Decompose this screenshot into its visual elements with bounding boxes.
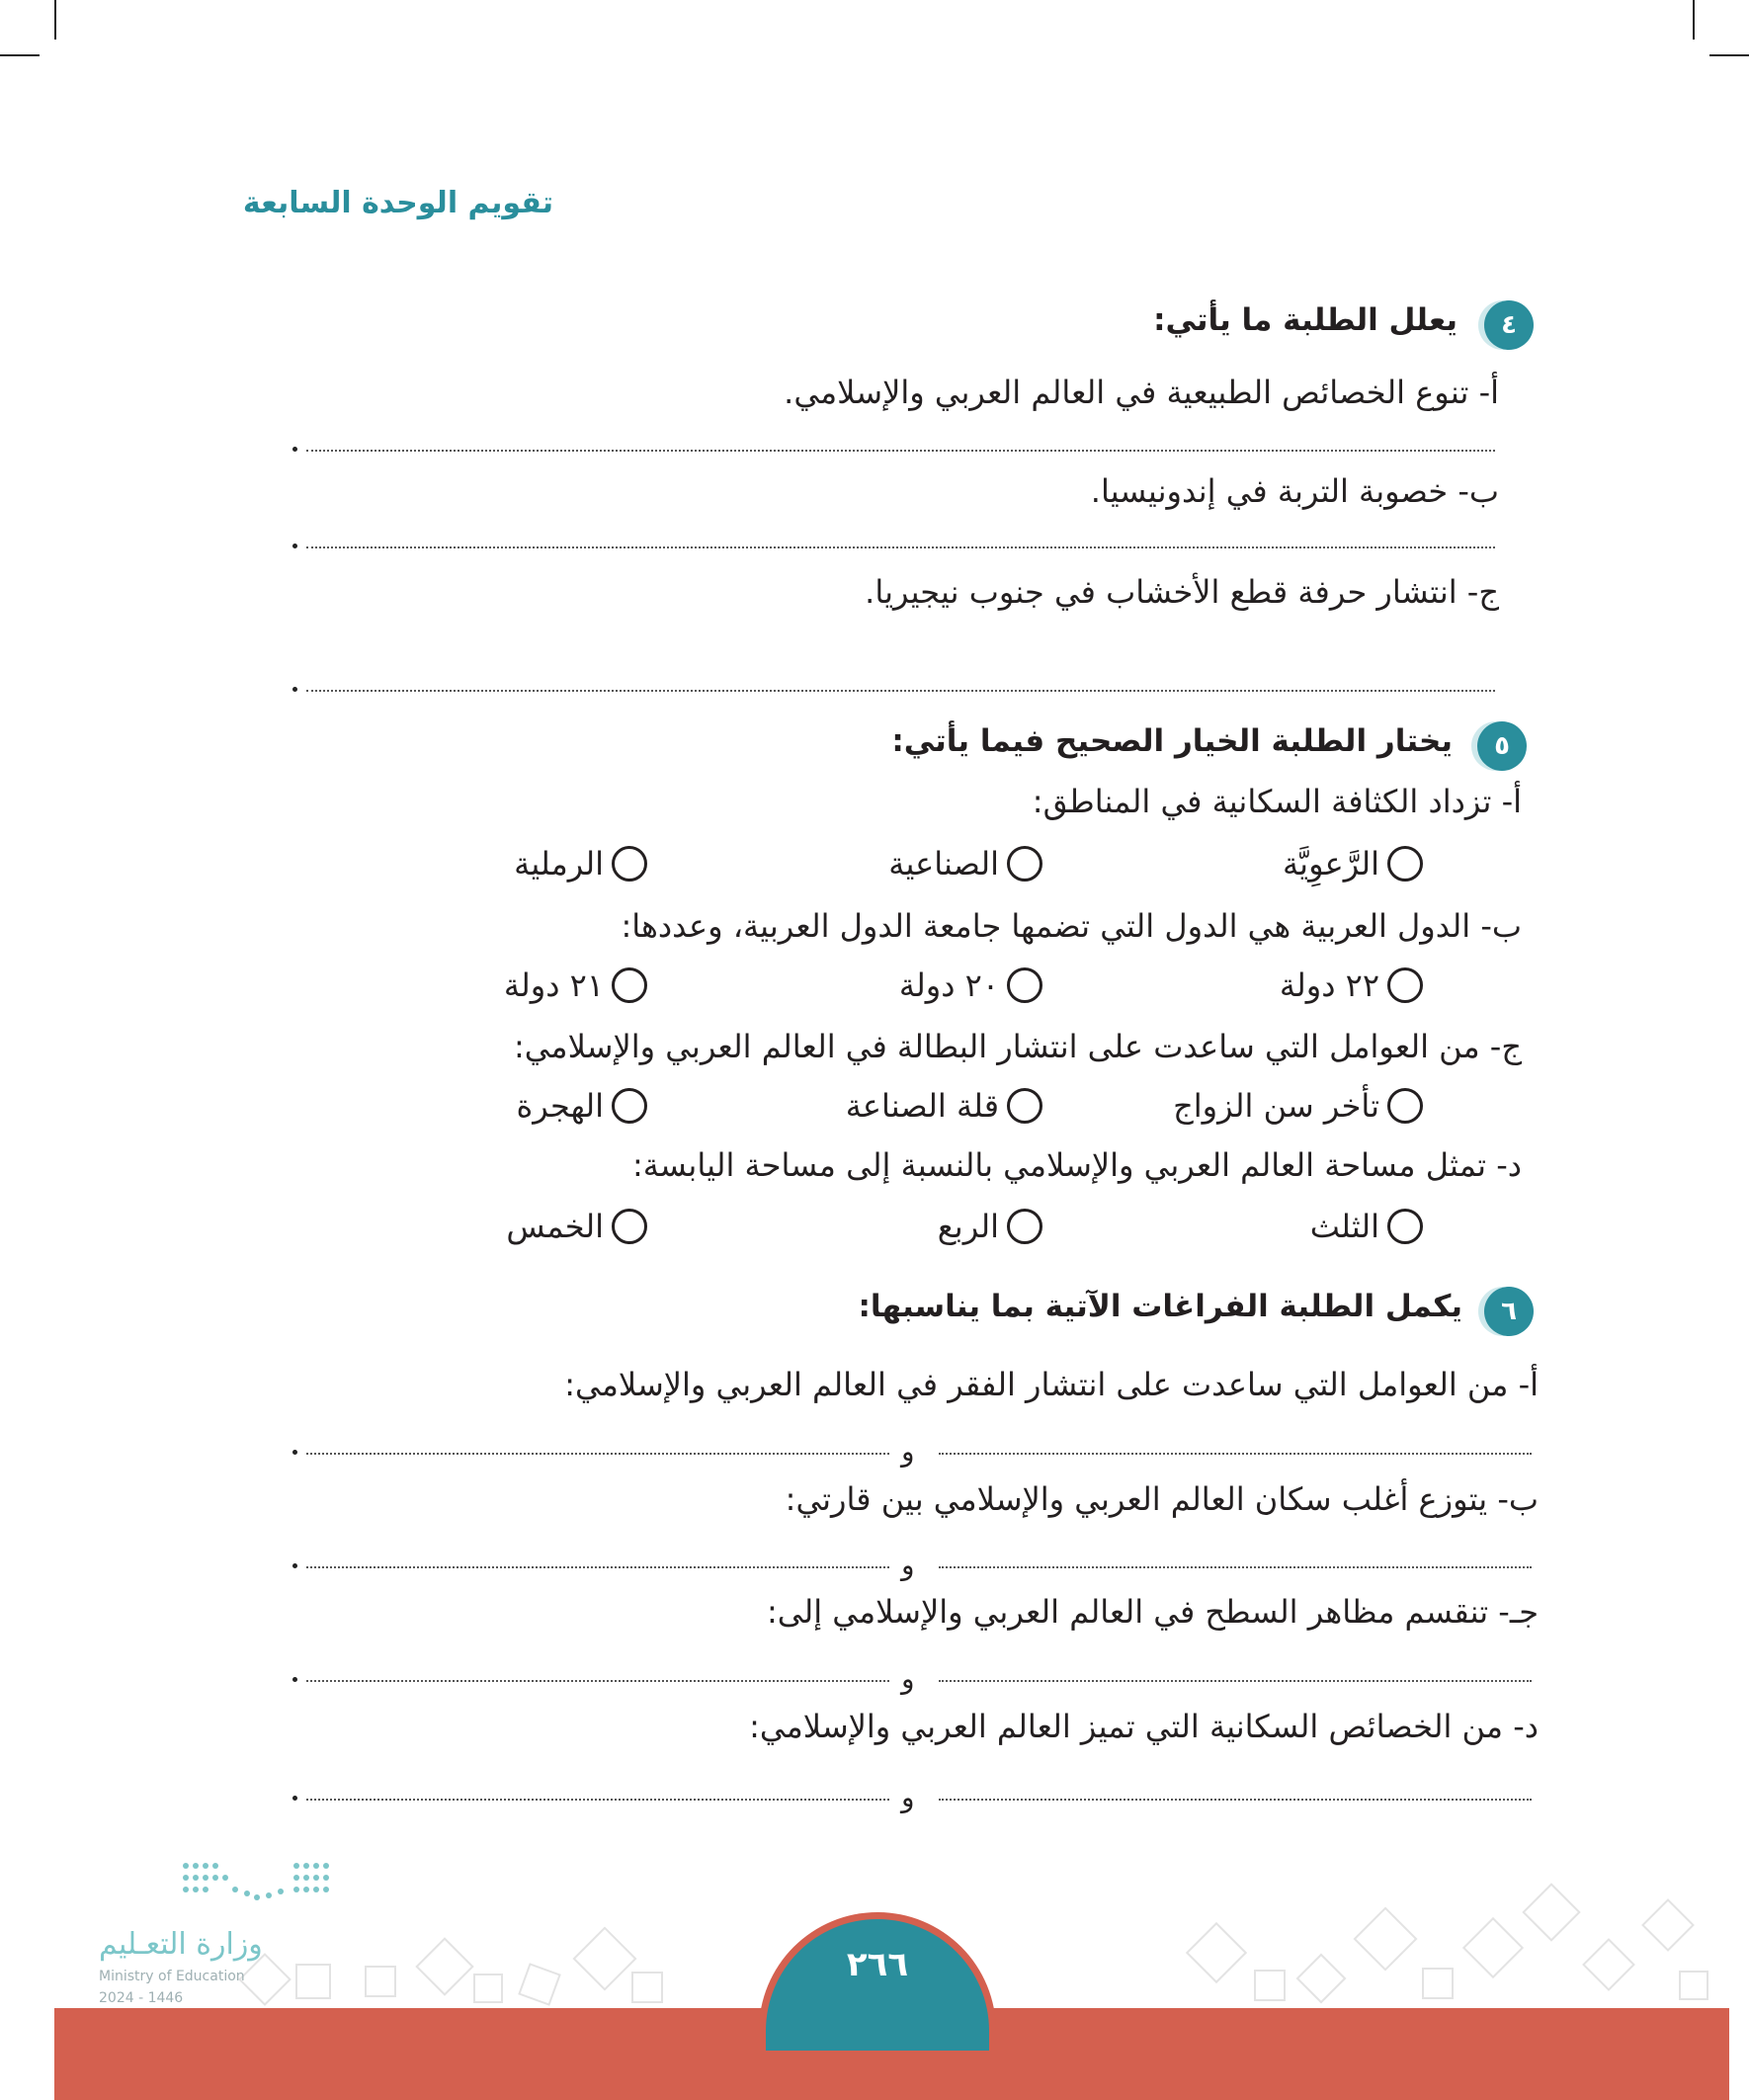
option-label: الصناعية xyxy=(888,845,999,882)
option-label: قلة الصناعة xyxy=(845,1087,999,1125)
crop-mark xyxy=(1693,0,1695,40)
question-5-item-a-stem: أ- تزداد الكثافة السكانية في المناطق: xyxy=(1032,783,1522,820)
radio-circle[interactable] xyxy=(1387,1088,1423,1124)
question-4-title: يعلل الطلبة ما يأتي: xyxy=(1153,302,1458,338)
answer-line-left[interactable] xyxy=(306,1680,889,1682)
question-4-item-c: ج- انتشار حرفة قطع الأخشاب في جنوب نيجيريا. xyxy=(865,573,1499,611)
option-label: الهجرة xyxy=(516,1087,604,1125)
question-4-number: ٤ xyxy=(1484,300,1534,350)
question-5-item-c-stem: ج- من العوامل التي ساعدت على انتشار البطالة في العالم العربي والإسلامي: xyxy=(513,1028,1522,1065)
question-4-item-a: أ- تنوع الخصائص الطبيعية في العالم العربي والإسلامي. xyxy=(784,374,1499,411)
ministry-logo-dots xyxy=(178,1858,356,1907)
radio-circle[interactable] xyxy=(1387,846,1423,882)
question-6-title: يكمل الطلبة الفراغات الآتية بما يناسبها: xyxy=(858,1289,1462,1324)
option-radio[interactable] xyxy=(517,1087,647,1125)
connector-waw: و xyxy=(901,1662,915,1695)
end-dot xyxy=(292,1677,297,1682)
answer-line-left[interactable] xyxy=(306,1799,889,1801)
answer-line-left[interactable] xyxy=(306,1566,889,1568)
radio-circle[interactable] xyxy=(1007,1088,1042,1124)
option-label: الثلث xyxy=(1309,1208,1379,1245)
option-label: الرملية xyxy=(514,845,604,882)
radio-circle[interactable] xyxy=(1387,967,1423,1003)
option-radio[interactable] xyxy=(506,1208,647,1245)
question-6-item-d: د- من الخصائص السكانية التي تميز العالم العربي والإسلامي: xyxy=(749,1708,1539,1745)
answer-line[interactable] xyxy=(306,690,1495,692)
radio-circle[interactable] xyxy=(612,846,647,882)
option-label: تأخر سن الزواج xyxy=(1173,1087,1379,1125)
option-radio[interactable] xyxy=(1310,1208,1423,1245)
end-dot xyxy=(292,687,297,692)
ministry-logo-year: 2024 - 1446 xyxy=(99,1990,184,2006)
option-radio[interactable] xyxy=(504,966,647,1004)
option-radio[interactable] xyxy=(1173,1087,1423,1125)
option-label: ٢٢ دولة xyxy=(1279,966,1379,1004)
end-dot xyxy=(292,447,297,452)
answer-line-right[interactable] xyxy=(939,1453,1532,1455)
option-label: الربع xyxy=(937,1208,999,1245)
option-radio[interactable] xyxy=(888,845,1042,882)
answer-line-left[interactable] xyxy=(306,1453,889,1455)
option-radio[interactable] xyxy=(514,845,647,882)
radio-circle[interactable] xyxy=(1387,1209,1423,1244)
question-5-title: يختار الطلبة الخيار الصحيح فيما يأتي: xyxy=(891,723,1453,759)
end-dot xyxy=(292,1450,297,1455)
connector-waw: و xyxy=(901,1549,915,1581)
question-6-item-a: أ- من العوامل التي ساعدت على انتشار الفقر في العالم العربي والإسلامي: xyxy=(564,1366,1539,1403)
connector-waw: و xyxy=(901,1781,915,1813)
page-number: ٢٦٦ xyxy=(846,1945,909,1984)
option-radio[interactable] xyxy=(899,966,1042,1004)
question-6-item-c: جـ- تنقسم مظاهر السطح في العالم العربي والإسلامي إلى: xyxy=(767,1593,1539,1631)
option-radio[interactable] xyxy=(938,1208,1042,1245)
question-6-item-b: ب- يتوزع أغلب سكان العالم العربي والإسلامي بين قارتي: xyxy=(785,1480,1539,1518)
end-dot xyxy=(292,1563,297,1568)
option-label: الرَّعوِيَّة xyxy=(1283,845,1379,882)
connector-waw: و xyxy=(901,1435,915,1468)
option-label: الخمس xyxy=(506,1208,604,1245)
answer-line[interactable] xyxy=(306,450,1495,452)
radio-circle[interactable] xyxy=(612,1209,647,1244)
radio-circle[interactable] xyxy=(1007,846,1042,882)
radio-circle[interactable] xyxy=(1007,1209,1042,1244)
question-5-item-d-stem: د- تمثل مساحة العالم العربي والإسلامي بالنسبة إلى مساحة اليابسة: xyxy=(631,1146,1522,1184)
radio-circle[interactable] xyxy=(1007,967,1042,1003)
crop-mark xyxy=(1709,54,1749,56)
crop-mark xyxy=(0,54,40,56)
option-radio[interactable] xyxy=(846,1087,1042,1125)
end-dot xyxy=(292,1796,297,1801)
unit-review-title: تقويم الوحدة السابعة xyxy=(242,186,553,220)
answer-line-right[interactable] xyxy=(939,1566,1532,1568)
question-6-number: ٦ xyxy=(1484,1287,1534,1336)
question-5-number: ٥ xyxy=(1477,721,1527,771)
answer-line-right[interactable] xyxy=(939,1680,1532,1682)
option-radio[interactable] xyxy=(1280,966,1423,1004)
ministry-logo-arabic: وزارة التعـليم xyxy=(99,1927,263,1962)
radio-circle[interactable] xyxy=(612,1088,647,1124)
question-4-item-b: ب- خصوبة التربة في إندونيسيا. xyxy=(1090,472,1499,510)
option-label: ٢١ دولة xyxy=(503,966,604,1004)
crop-mark xyxy=(54,0,56,40)
answer-line-right[interactable] xyxy=(939,1799,1532,1801)
answer-line[interactable] xyxy=(306,546,1495,548)
ministry-logo-english: Ministry of Education xyxy=(99,1969,245,1984)
radio-circle[interactable] xyxy=(612,967,647,1003)
question-5-item-b-stem: ب- الدول العربية هي الدول التي تضمها جامعة الدول العربية، وعددها: xyxy=(621,907,1522,945)
end-dot xyxy=(292,544,297,548)
option-radio[interactable] xyxy=(1283,845,1423,882)
option-label: ٢٠ دولة xyxy=(898,966,999,1004)
